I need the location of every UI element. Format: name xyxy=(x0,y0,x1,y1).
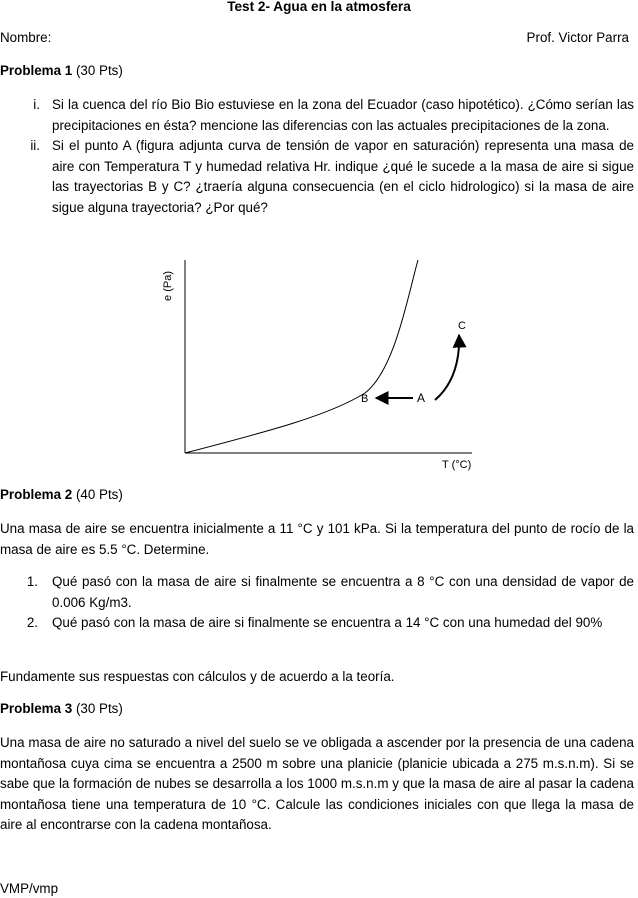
problema-3-title: Problema 3 xyxy=(0,701,73,716)
point-b-label: B xyxy=(361,393,369,405)
problema-3-text: Una masa de aire no saturado a nivel del suelo se ve obligada a ascender por la presencia de una cadena montañosa cuya cima se encuentra a 2500 m sobre una planicie (planicie ubicada a 275 m.s.n.m). Si se sabe que la formación de nubes se desarrolla a los 1000 m.s.n.m y que la masa de aire al pasar la cadena montañosa tiene una temperatura de 10 °C. Calcule las condiciones iniciales con que llega la masa de aire al encontrarse con la cadena montañosa. xyxy=(0,735,634,833)
list-item xyxy=(0,613,634,634)
document-title: Test 2- Agua en la atmosfera xyxy=(227,0,411,14)
problema-1-title: Problema 1 xyxy=(0,63,73,78)
list-item-text: Qué pasó con la masa de aire si finalmente se encuentra a 8 °C con una densidad de vapor de 0.006 Kg/m3. xyxy=(52,574,634,610)
nombre-label: Nombre: xyxy=(0,30,52,45)
list-marker: 1. xyxy=(26,574,38,589)
list-item xyxy=(0,95,634,136)
problema-2-heading xyxy=(0,487,123,502)
list-item-text: Qué pasó con la masa de aire si finalmente se encuentra a 14 °C con una humedad del 90% xyxy=(52,615,603,631)
list-item-text: Si el punto A (figura adjunta curva de tensión de vapor en saturación) representa una masa de aire con Temperatura T y humedad relativa Hr. indique ¿qué le sucede a la masa de aire si sigue las trayectorias B y C? ¿traería alguna consecuencia (en el ciclo hidrologico) si la masa de aire sigue alguna trayectoria? ¿Por qué? xyxy=(52,138,634,215)
problema-1-points: (30 Pts) xyxy=(75,63,123,78)
problema-2-title: Problema 2 xyxy=(0,487,73,502)
problema-2-points: (40 Pts) xyxy=(75,487,123,502)
point-a-label: A xyxy=(417,391,426,405)
list-marker: i. xyxy=(33,97,40,112)
x-axis-label: T (°C) xyxy=(442,459,472,471)
vapor-pressure-figure xyxy=(160,255,480,473)
list-item xyxy=(0,572,634,613)
trajectory-c-arrow xyxy=(435,335,459,400)
problema-2-list xyxy=(0,572,634,634)
saturation-curve xyxy=(185,260,418,453)
professor-name: Prof. Victor Parra xyxy=(526,30,629,45)
footer-initials: VMP/vmp xyxy=(0,881,59,896)
list-marker: ii. xyxy=(30,138,40,154)
problema-1-list xyxy=(0,95,634,219)
list-item-text: Si la cuenca del río Bio Bio estuviese en la zona del Ecuador (caso hipotético). ¿Cómo serían las precipitaciones en ésta? mencione las diferencias con las actuales precipitaciones de la zona. xyxy=(52,97,634,133)
problema-2-closing: Fundamente sus respuestas con cálculos y de acuerdo a la teoría. xyxy=(0,669,395,684)
point-c-label: C xyxy=(458,320,466,332)
list-marker: 2. xyxy=(26,615,38,631)
y-axis-label: e (Pa) xyxy=(162,271,174,301)
list-item xyxy=(0,136,634,218)
problema-3-heading xyxy=(0,701,123,716)
problema-2-intro: Una masa de aire se encuentra inicialmente a 11 °C y 101 kPa. Si la temperatura del punto de rocío de la masa de aire es 5.5 °C. Determine. xyxy=(0,521,634,557)
problema-1-heading xyxy=(0,63,123,78)
problema-3-points: (30 Pts) xyxy=(75,701,123,716)
